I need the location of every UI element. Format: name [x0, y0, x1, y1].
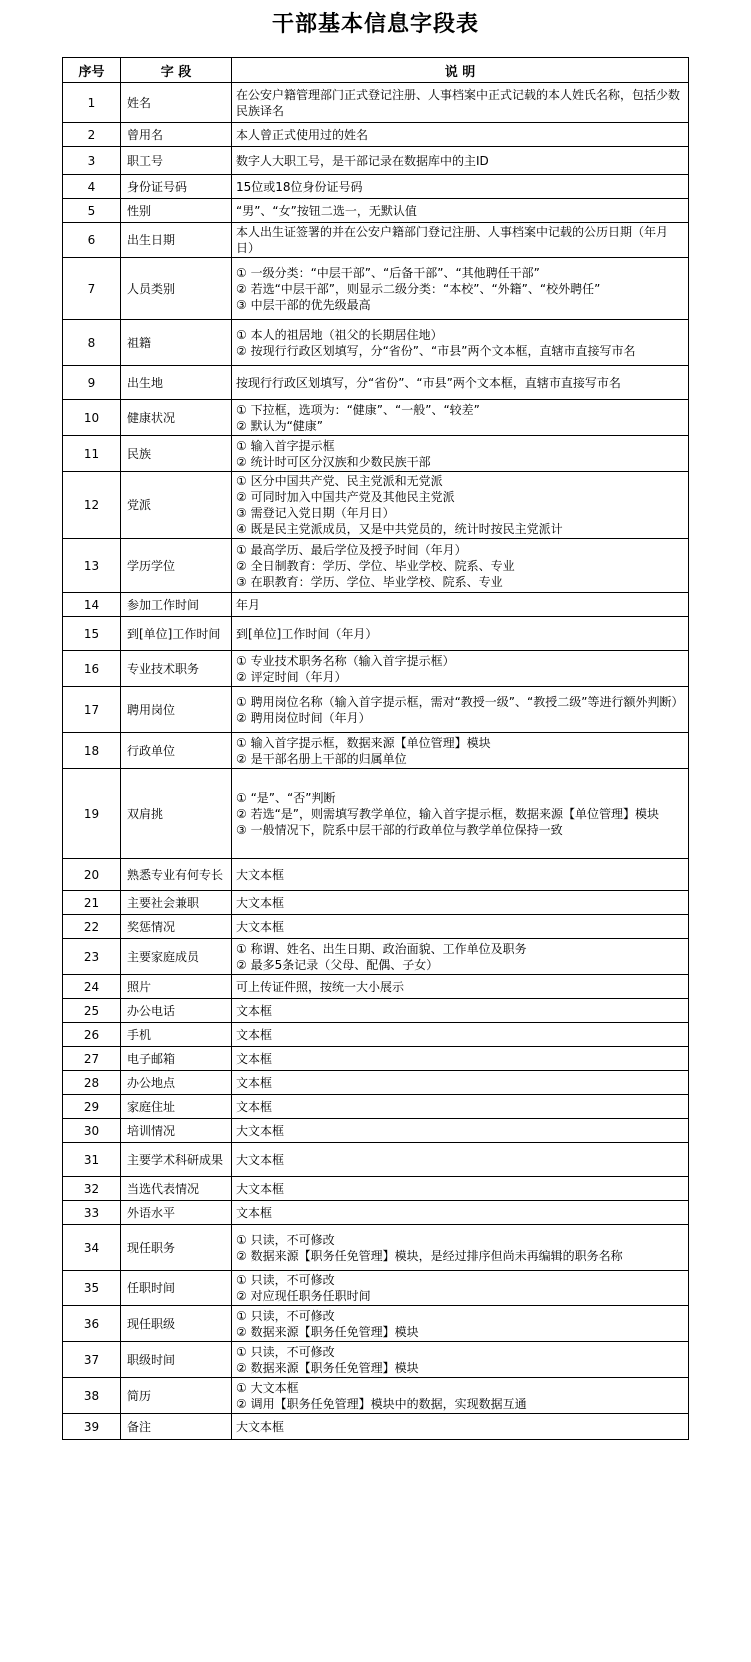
field-name: 办公地点 [121, 1071, 232, 1095]
field-name: 主要学术科研成果 [121, 1143, 232, 1177]
description-line: ① 本人的祖居地（祖父的长期居住地） [236, 327, 443, 342]
description-line: ② 数据来源【职务任免管理】模块，是经过排序但尚未再编辑的职务名称 [236, 1248, 623, 1263]
field-description [232, 769, 689, 859]
header-field: 字 段 [121, 58, 232, 83]
table-row [63, 258, 689, 320]
field-name: 主要社会兼职 [121, 891, 232, 915]
table-row [63, 320, 689, 366]
table-row [63, 859, 689, 891]
description-line: ① “是”、“否”判断 [236, 790, 336, 805]
field-name: 党派 [121, 472, 232, 539]
description-line: 数字人大职工号，是干部记录在数据库中的主ID [236, 153, 489, 168]
row-number: 2 [63, 123, 121, 147]
field-description [232, 1095, 689, 1119]
row-number: 23 [63, 939, 121, 975]
description-line: ② 聘用岗位时间（年月） [236, 710, 371, 725]
row-number: 36 [63, 1306, 121, 1342]
table-body [63, 83, 689, 1440]
description-line: ① 一级分类：“中层干部”、“后备干部”、“其他聘任干部” [236, 265, 540, 280]
field-description [232, 651, 689, 687]
field-name: 主要家庭成员 [121, 939, 232, 975]
description-line: 文本框 [236, 1003, 273, 1018]
table-row [63, 199, 689, 223]
field-name: 出生日期 [121, 223, 232, 258]
field-name: 身份证号码 [121, 175, 232, 199]
row-number: 30 [63, 1119, 121, 1143]
row-number: 32 [63, 1177, 121, 1201]
field-name: 姓名 [121, 83, 232, 123]
row-number: 20 [63, 859, 121, 891]
field-name: 职级时间 [121, 1342, 232, 1378]
row-number: 24 [63, 975, 121, 999]
description-line: ① 区分中国共产党、民主党派和无党派 [236, 474, 443, 488]
field-description [232, 1271, 689, 1306]
row-number: 31 [63, 1143, 121, 1177]
description-line: ② 若选“中层干部”，则显示二级分类：“本校”、“外籍”、“校外聘任” [236, 281, 601, 296]
row-number: 28 [63, 1071, 121, 1095]
field-name: 健康状况 [121, 400, 232, 436]
description-line: ① 只读，不可修改 [236, 1308, 335, 1323]
field-name: 出生地 [121, 366, 232, 400]
description-line: ① 大文本框 [236, 1380, 299, 1395]
field-table [62, 57, 689, 1440]
row-number: 1 [63, 83, 121, 123]
table-row [63, 999, 689, 1023]
description-line: “男”、“女”按钮二选一，无默认值 [236, 203, 417, 218]
table-row [63, 1023, 689, 1047]
description-line: ② 按现行行政区划填写，分“省份”、“市县”两个文本框，直辖市直接写市名 [236, 343, 636, 358]
description-line: ① 输入首字提示框 [236, 438, 335, 453]
field-description [232, 1225, 689, 1271]
description-line: ④ 既是民主党派成员，又是中共党员的，统计时按民主党派计 [236, 522, 563, 536]
description-line: 本人出生证签署的并在公安户籍部门登记注册、人事档案中记载的公历日期（年月日） [236, 225, 669, 255]
field-description [232, 733, 689, 769]
description-line: 大文本框 [236, 919, 285, 934]
description-line: ③ 一般情况下，院系中层干部的行政单位与教学单位保持一致 [236, 822, 563, 837]
description-line: 到[单位]工作时间（年月） [236, 626, 378, 641]
page-title: 干部基本信息字段表 [271, 11, 479, 37]
description-line: ② 可同时加入中国共产党及其他民主党派 [236, 490, 455, 504]
table-row [63, 175, 689, 199]
description-line: 文本框 [236, 1075, 273, 1090]
table-row [63, 1177, 689, 1201]
row-number: 10 [63, 400, 121, 436]
description-line: 大文本框 [236, 1123, 285, 1138]
description-line: 15位或18位身份证号码 [236, 179, 363, 194]
field-name: 曾用名 [121, 123, 232, 147]
field-name: 简历 [121, 1378, 232, 1414]
description-line: 大文本框 [236, 895, 285, 910]
table-row [63, 539, 689, 593]
field-name: 手机 [121, 1023, 232, 1047]
field-description [232, 366, 689, 400]
field-description [232, 175, 689, 199]
table-row [63, 1225, 689, 1271]
table-row [63, 1071, 689, 1095]
field-description [232, 539, 689, 593]
description-line: 文本框 [236, 1051, 273, 1066]
description-line: ② 最多5条记录（父母、配偶、子女） [236, 957, 439, 972]
field-description [232, 258, 689, 320]
table-header-row [63, 58, 689, 83]
field-description [232, 915, 689, 939]
description-line: 可上传证件照，按统一大小展示 [236, 979, 405, 994]
row-number: 6 [63, 223, 121, 258]
field-description [232, 400, 689, 436]
description-line: ③ 需登记入党日期（年月日） [236, 506, 395, 520]
description-line: ① 最高学历、最后学位及授予时间（年月） [236, 542, 467, 557]
field-description [232, 687, 689, 733]
description-line: ① 称谓、姓名、出生日期、政治面貌、工作单位及职务 [236, 941, 527, 956]
table-row [63, 593, 689, 617]
description-line: 文本框 [236, 1027, 273, 1042]
row-number: 35 [63, 1271, 121, 1306]
table-row [63, 147, 689, 175]
table-row [63, 939, 689, 975]
row-number: 39 [63, 1414, 121, 1440]
table-row [63, 1201, 689, 1225]
row-number: 38 [63, 1378, 121, 1414]
field-description [232, 891, 689, 915]
table-row [63, 1047, 689, 1071]
description-line: 文本框 [236, 1099, 273, 1114]
field-description [232, 1342, 689, 1378]
field-name: 培训情况 [121, 1119, 232, 1143]
description-line: ② 对应现任职务任职时间 [236, 1289, 371, 1303]
field-name: 双肩挑 [121, 769, 232, 859]
description-line: ② 评定时间（年月） [236, 669, 347, 684]
table-row [63, 687, 689, 733]
field-description [232, 436, 689, 472]
field-name: 现任职级 [121, 1306, 232, 1342]
field-description [232, 1023, 689, 1047]
row-number: 33 [63, 1201, 121, 1225]
field-description [232, 939, 689, 975]
table-row [63, 1119, 689, 1143]
table-row [63, 1143, 689, 1177]
table-row [63, 1414, 689, 1440]
field-name: 聘用岗位 [121, 687, 232, 733]
row-number: 9 [63, 366, 121, 400]
row-number: 25 [63, 999, 121, 1023]
table-row [63, 1306, 689, 1342]
row-number: 29 [63, 1095, 121, 1119]
row-number: 21 [63, 891, 121, 915]
description-line: ① 输入首字提示框，数据来源【单位管理】模块 [236, 735, 491, 750]
field-name: 办公电话 [121, 999, 232, 1023]
field-description [232, 83, 689, 123]
field-description [232, 859, 689, 891]
table-row [63, 915, 689, 939]
description-line: ① 只读，不可修改 [236, 1232, 335, 1247]
field-description [232, 999, 689, 1023]
table-row [63, 651, 689, 687]
field-description [232, 1378, 689, 1414]
description-line: ② 是干部名册上干部的归属单位 [236, 751, 407, 766]
row-number: 7 [63, 258, 121, 320]
description-line: ② 统计时可区分汉族和少数民族干部 [236, 454, 431, 469]
description-line: ② 数据来源【职务任免管理】模块 [236, 1324, 419, 1339]
field-description [232, 593, 689, 617]
field-name: 电子邮箱 [121, 1047, 232, 1071]
table-row [63, 975, 689, 999]
row-number: 26 [63, 1023, 121, 1047]
field-description [232, 1143, 689, 1177]
field-name: 民族 [121, 436, 232, 472]
description-line: ② 默认为“健康” [236, 418, 324, 433]
field-description [232, 199, 689, 223]
table-row [63, 891, 689, 915]
table-row [63, 400, 689, 436]
description-line: ② 数据来源【职务任免管理】模块 [236, 1360, 419, 1375]
description-line: 按现行行政区划填写，分“省份”、“市县”两个文本框，直辖市直接写市名 [236, 375, 621, 390]
field-name: 参加工作时间 [121, 593, 232, 617]
field-description [232, 1047, 689, 1071]
field-description [232, 223, 689, 258]
table-row [63, 617, 689, 651]
field-name: 当选代表情况 [121, 1177, 232, 1201]
field-description [232, 1306, 689, 1342]
description-line: 年月 [236, 597, 261, 612]
field-name: 性别 [121, 199, 232, 223]
description-line: 大文本框 [236, 1419, 285, 1434]
row-number: 14 [63, 593, 121, 617]
table-row [63, 1271, 689, 1306]
description-line: 大文本框 [236, 1152, 285, 1167]
field-name: 人员类别 [121, 258, 232, 320]
field-description [232, 147, 689, 175]
table-row [63, 123, 689, 147]
row-number: 34 [63, 1225, 121, 1271]
row-number: 8 [63, 320, 121, 366]
field-name: 任职时间 [121, 1271, 232, 1306]
description-line: 大文本框 [236, 867, 285, 882]
header-desc: 说 明 [232, 58, 689, 83]
field-name: 祖籍 [121, 320, 232, 366]
table-row [63, 472, 689, 539]
row-number: 13 [63, 539, 121, 593]
field-description [232, 1071, 689, 1095]
field-name: 照片 [121, 975, 232, 999]
table-row [63, 223, 689, 258]
field-description [232, 1201, 689, 1225]
field-name: 学历学位 [121, 539, 232, 593]
field-description [232, 123, 689, 147]
description-line: 本人曾正式使用过的姓名 [236, 127, 369, 142]
description-line: ① 只读，不可修改 [236, 1344, 335, 1359]
field-description [232, 1119, 689, 1143]
field-name: 行政单位 [121, 733, 232, 769]
field-description [232, 320, 689, 366]
field-description [232, 472, 689, 539]
row-number: 11 [63, 436, 121, 472]
table-row [63, 366, 689, 400]
description-line: ① 聘用岗位名称（输入首字提示框，需对“教授一级”、“教授二级”等进行额外判断） [236, 694, 684, 709]
header-no: 序号 [63, 58, 121, 83]
table-row [63, 83, 689, 123]
table-row [63, 1378, 689, 1414]
description-line: ③ 在职教育：学历、学位、毕业学校、院系、专业 [236, 574, 503, 589]
description-line: ② 调用【职务任免管理】模块中的数据，实现数据互通 [236, 1396, 527, 1411]
field-description [232, 617, 689, 651]
row-number: 4 [63, 175, 121, 199]
field-name: 家庭住址 [121, 1095, 232, 1119]
row-number: 16 [63, 651, 121, 687]
table-row [63, 733, 689, 769]
row-number: 22 [63, 915, 121, 939]
row-number: 27 [63, 1047, 121, 1071]
field-name: 外语水平 [121, 1201, 232, 1225]
row-number: 17 [63, 687, 121, 733]
field-name: 专业技术职务 [121, 651, 232, 687]
field-description [232, 975, 689, 999]
description-line: ① 下拉框，选项为：“健康”、“一般”、“较差” [236, 402, 480, 417]
table-row [63, 1342, 689, 1378]
row-number: 18 [63, 733, 121, 769]
description-line: ② 若选“是”，则需填写教学单位，输入首字提示框，数据来源【单位管理】模块 [236, 806, 660, 821]
description-line: ② 全日制教育：学历、学位、毕业学校、院系、专业 [236, 558, 515, 573]
description-line: 大文本框 [236, 1181, 285, 1196]
description-line: 在公安户籍管理部门正式登记注册、人事档案中正式记载的本人姓氏名称，包括少数民族译名 [236, 87, 681, 118]
row-number: 15 [63, 617, 121, 651]
row-number: 37 [63, 1342, 121, 1378]
field-name: 奖惩情况 [121, 915, 232, 939]
row-number: 19 [63, 769, 121, 859]
table-row [63, 1095, 689, 1119]
field-name: 职工号 [121, 147, 232, 175]
table-row [63, 769, 689, 859]
description-line: 文本框 [236, 1205, 273, 1220]
description-line: ③ 中层干部的优先级最高 [236, 297, 371, 312]
row-number: 3 [63, 147, 121, 175]
description-line: ① 专业技术职务名称（输入首字提示框） [236, 653, 455, 668]
field-name: 现任职务 [121, 1225, 232, 1271]
field-description [232, 1177, 689, 1201]
description-line: ① 只读，不可修改 [236, 1273, 335, 1287]
row-number: 5 [63, 199, 121, 223]
row-number: 12 [63, 472, 121, 539]
field-name: 备注 [121, 1414, 232, 1440]
field-description [232, 1414, 689, 1440]
table-row [63, 436, 689, 472]
field-name: 到[单位]工作时间 [121, 617, 232, 651]
field-name: 熟悉专业有何专长 [121, 859, 232, 891]
